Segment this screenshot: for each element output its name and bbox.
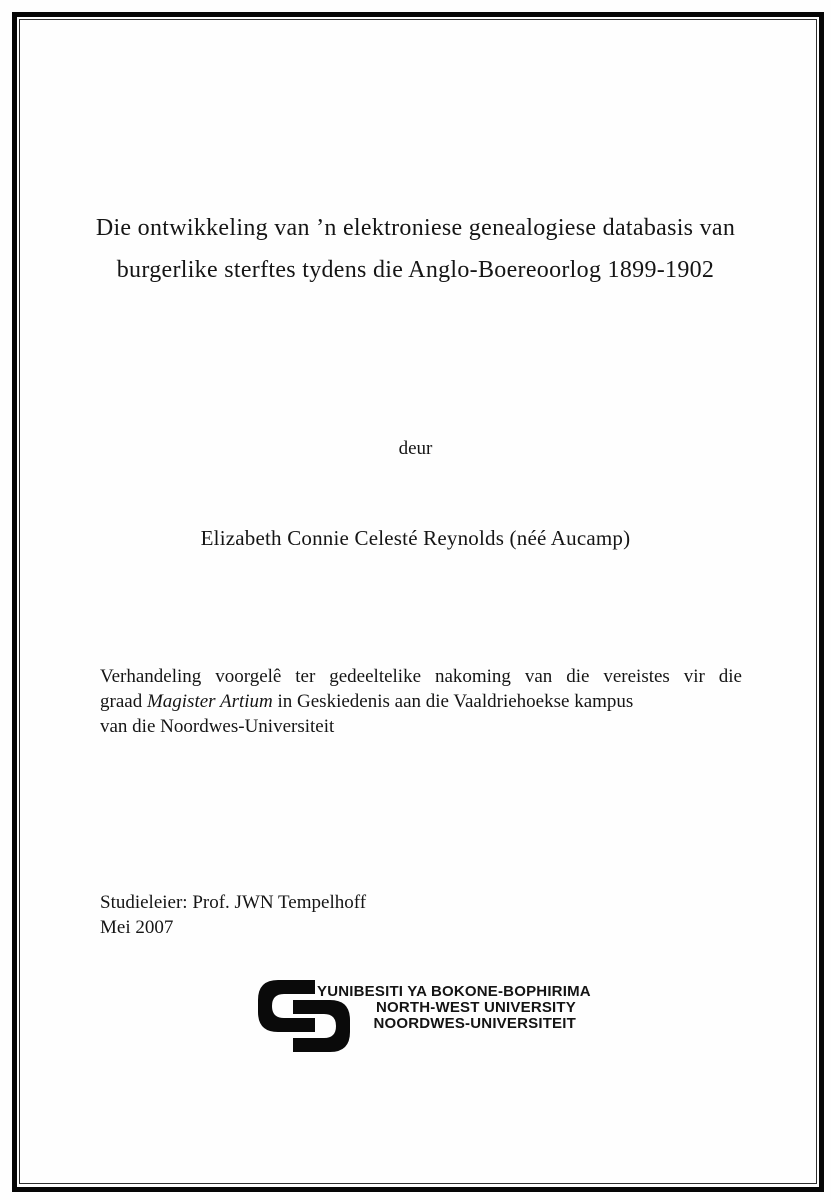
degree-statement-line2-prefix: graad: [100, 691, 147, 712]
thesis-title-line2: burgerlike sterftes tydens die Anglo-Boereoorlog 1899-1902: [116, 257, 715, 283]
nwu-logo-wordmark: [317, 983, 591, 1032]
nwu-logo-line-english: NORTH-WEST UNIVERSITY: [375, 999, 576, 1016]
degree-statement-line2-suffix: in Geskiedenis aan die Vaaldriehoekse kampus: [272, 691, 634, 712]
supervisor-line: Studieleier: Prof. JWN Tempelhoff: [100, 892, 367, 913]
byline: deur: [398, 438, 433, 459]
author-name: Elizabeth Connie Celesté Reynolds (néé Aucamp): [200, 526, 631, 550]
nwu-logo-line-setswana: YUNIBESITI YA BOKONE-BOPHIRIMA: [317, 983, 591, 1000]
degree-statement-line1: Verhandeling voorgelê ter gedeeltelike nakoming van die vereistes vir die: [100, 666, 742, 687]
degree-statement-line3: van die Noordwes-Universiteit: [100, 716, 335, 737]
date-line: Mei 2007: [100, 917, 174, 938]
supervisor-block: [100, 890, 366, 940]
degree-statement-line2: [100, 689, 742, 714]
degree-statement: [100, 664, 742, 739]
degree-title-italic: Magister Artium: [146, 691, 273, 712]
thesis-title-line1: Die ontwikkeling van ’n elektroniese genealogiese databasis van: [95, 215, 736, 241]
nwu-logo-line-afrikaans: NOORDWES-UNIVERSITEIT: [373, 1015, 576, 1032]
thesis-title: [40, 207, 791, 291]
